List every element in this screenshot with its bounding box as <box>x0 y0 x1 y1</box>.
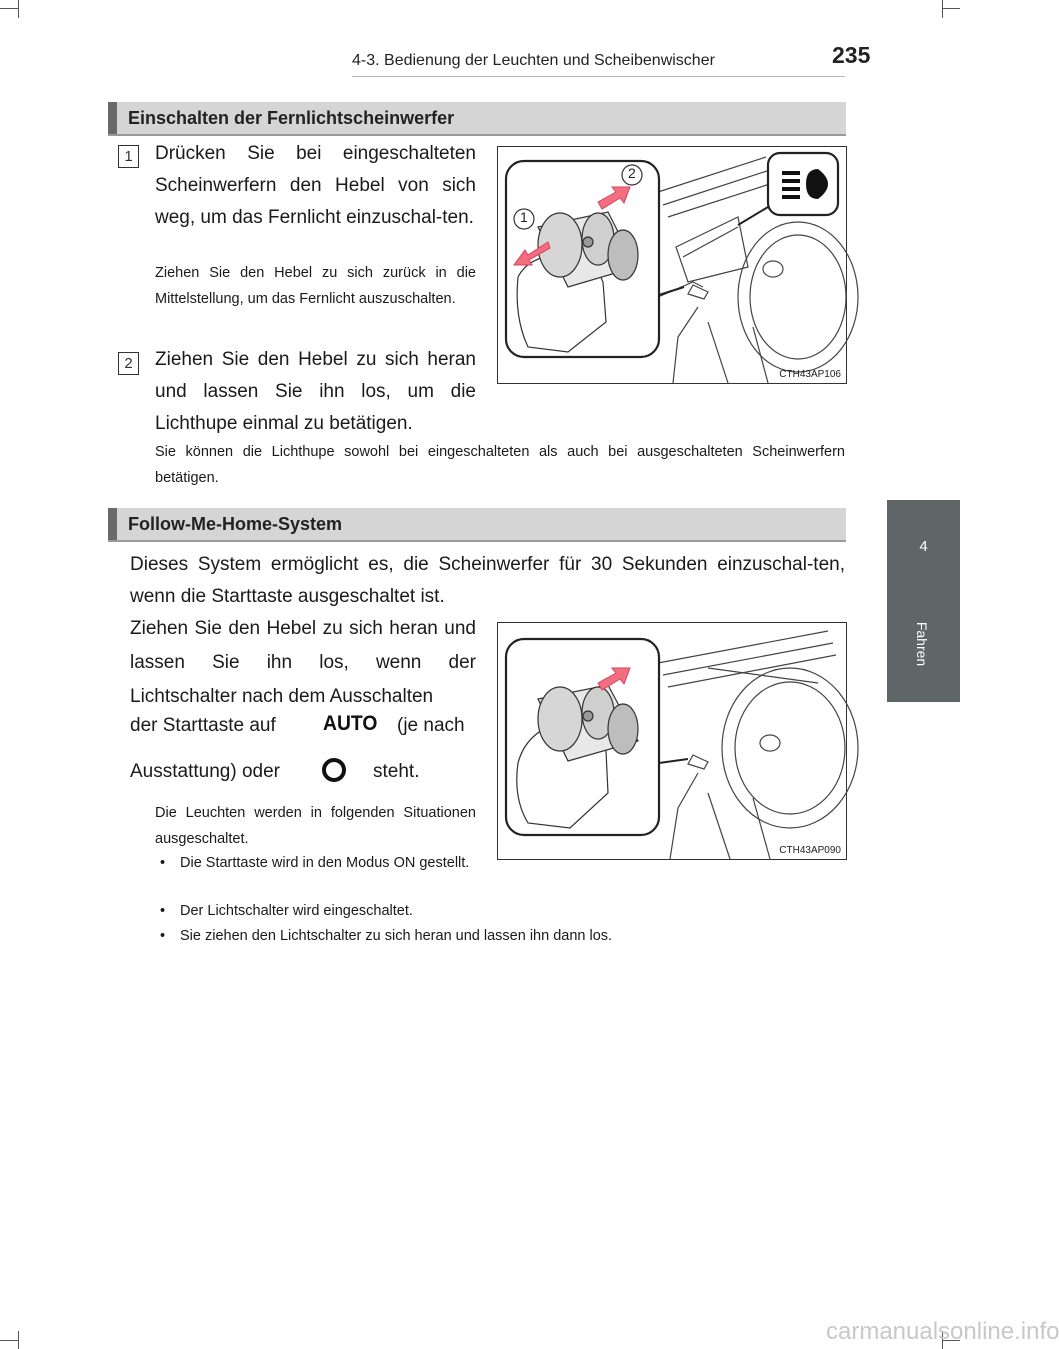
step-1-note: Ziehen Sie den Hebel zu sich zurück in die Mittelstellung, um das Fernlicht auszuschalten. <box>155 265 476 307</box>
section-2-intro: Dieses System ermöglicht es, die Scheinwerfer für 30 Sekunden einzuschal-ten, wenn die Starttaste ausgeschaltet ist. <box>130 554 845 607</box>
step-1-text: Drücken Sie bei eingeschalteten Scheinwerfern den Hebel von sich weg, um das Fernlicht einzuschal-ten. <box>155 143 476 228</box>
crop-mark <box>18 0 19 18</box>
figure-caption: CTH43AP106 <box>779 369 841 380</box>
bullet-text: Der Lichtschalter wird eingeschaltet. <box>180 903 413 919</box>
paragraph-line-4a: der Starttaste auf <box>130 715 276 736</box>
section-marker <box>108 102 117 134</box>
paragraph-line-4b: (je nach <box>397 715 465 736</box>
step-2-text: Ziehen Sie den Hebel zu sich heran und lassen Sie ihn los, um die Lichthupe einmal zu betätigen. <box>155 349 476 434</box>
paragraph-line-5b: steht. <box>373 761 420 782</box>
crop-mark <box>942 0 943 18</box>
crop-mark <box>0 1340 18 1341</box>
crop-mark <box>942 8 960 9</box>
light-off-icon <box>320 756 348 784</box>
section-2-paragraph: Ziehen Sie den Hebel zu sich heran und lassen Sie ihn los, wenn der Lichtschalter nach dem Ausschalten <box>130 618 476 707</box>
bullet-text: Sie ziehen den Lichtschalter zu sich heran und lassen ihn dann los. <box>180 928 613 944</box>
step-number-1: 1 <box>118 145 139 168</box>
callout-2: 2 <box>628 165 636 181</box>
chapter-tab <box>887 500 960 702</box>
chapter-tab-label: Fahren <box>914 621 930 667</box>
header-title: 4-3. Bedienung der Leuchten und Scheibenwischer <box>352 52 715 69</box>
watermark: carmanualsonline.info <box>826 1318 1059 1345</box>
section-2-note: Die Leuchten werden in folgenden Situationen ausgeschaltet. <box>155 805 476 847</box>
section-marker <box>108 508 117 540</box>
list-item: • Der Lichtschalter wird eingeschaltet. <box>160 900 560 923</box>
section-title: Einschalten der Fernlichtscheinwerfer <box>128 108 455 128</box>
section-heading-follow-me-home <box>108 508 846 542</box>
chapter-tab-number: 4 <box>919 538 928 555</box>
figure-high-beam-lever <box>497 146 847 384</box>
paragraph-line-5a: Ausstattung) oder <box>130 761 280 782</box>
lever-illustration <box>498 147 846 383</box>
crop-mark <box>18 1331 19 1349</box>
bullet-text: Die Starttaste wird in den Modus ON gestellt. <box>180 855 470 871</box>
section-1-note: Sie können die Lichthupe sowohl bei eingeschalteten als auch bei ausgeschalteten Scheinwerfern betätigen. <box>155 444 845 486</box>
lever-illustration <box>498 623 846 859</box>
page-number: 235 <box>832 42 871 68</box>
callout-1: 1 <box>520 209 528 225</box>
list-item: • Die Starttaste wird in den Modus ON gestellt. <box>160 852 480 875</box>
header-divider <box>352 76 845 77</box>
figure-caption: CTH43AP090 <box>779 845 841 856</box>
section-title: Follow-Me-Home-System <box>128 514 343 534</box>
figure-follow-me-home-lever <box>497 622 847 860</box>
section-heading-high-beam <box>108 102 846 136</box>
crop-mark <box>0 8 18 9</box>
list-item: • Sie ziehen den Lichtschalter zu sich heran und lassen ihn dann los. <box>160 925 850 948</box>
step-number-2: 2 <box>118 352 139 375</box>
auto-symbol: AUTO <box>323 712 378 735</box>
